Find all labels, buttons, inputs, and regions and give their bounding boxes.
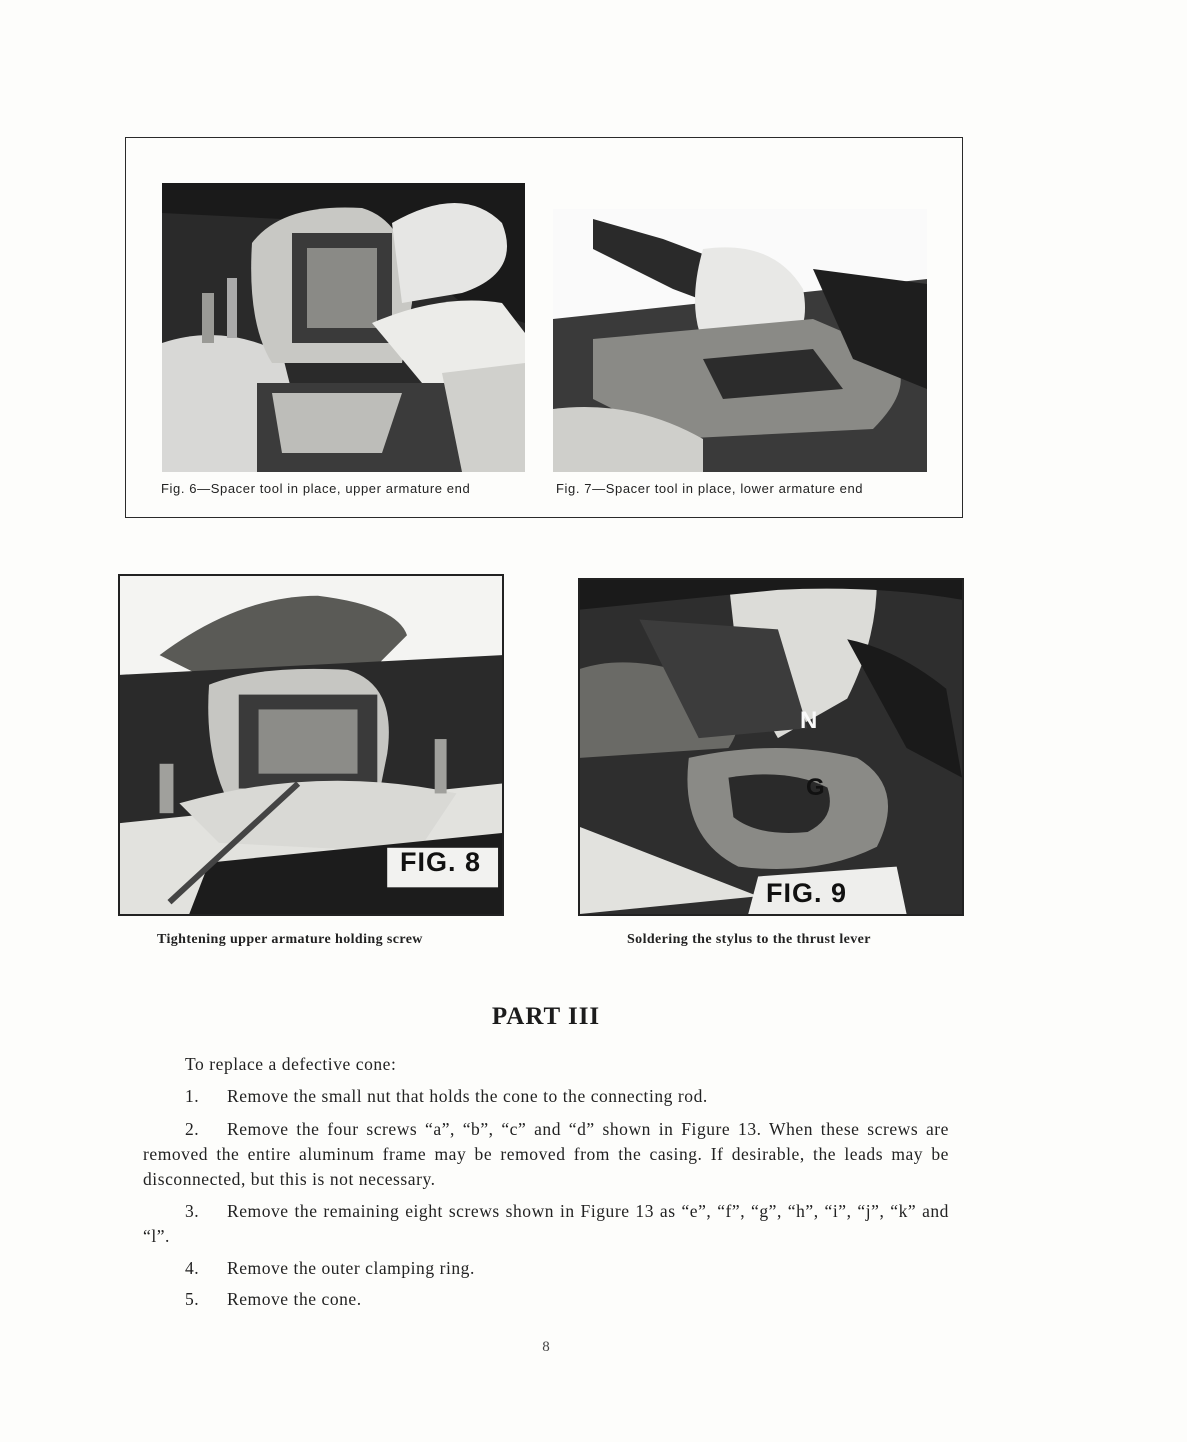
- fig9-caption: Soldering the stylus to the thrust lever: [627, 932, 871, 947]
- fig8-label: FIG. 8: [400, 847, 482, 877]
- step-2: [143, 1117, 949, 1192]
- step-3: [143, 1199, 949, 1249]
- fig6-caption: Fig. 6—Spacer tool in place, upper armature end: [161, 481, 471, 496]
- step-5: [143, 1287, 949, 1312]
- step-number: 1.: [185, 1086, 200, 1106]
- fig7-photo: [553, 209, 927, 472]
- step-text: Remove the remaining eight screws shown in Figure 13 as “e”, “f”, “g”, “h”, “i”, “j”, “k” and “l”.: [143, 1201, 949, 1246]
- step-text: Remove the outer clamping ring.: [227, 1258, 475, 1278]
- step-number: 2.: [185, 1119, 200, 1139]
- section-heading: PART III: [491, 1003, 601, 1030]
- fig7-caption: Fig. 7—Spacer tool in place, lower armature end: [556, 481, 864, 496]
- page-number: 8: [542, 1339, 550, 1355]
- fig9-label: FIG. 9: [766, 878, 848, 908]
- fig8-caption: Tightening upper armature holding screw: [157, 932, 423, 947]
- step-text: Remove the four screws “a”, “b”, “c” and “d” shown in Figure 13. When these screws are removed the entire aluminum frame may be removed from the casing. If desirable, the leads may be disconnected, but this is not necessary.: [143, 1119, 949, 1189]
- fig9-mark-n: N: [800, 707, 818, 734]
- fig9-mark-g: G: [806, 774, 825, 801]
- fig6-photo: [162, 183, 525, 472]
- intro-text: To replace a defective cone:: [185, 1054, 397, 1074]
- step-4: [143, 1256, 949, 1281]
- step-number: 3.: [185, 1201, 200, 1221]
- step-1: [143, 1084, 949, 1109]
- fig9-photo: [578, 578, 964, 916]
- step-number: 5.: [185, 1289, 200, 1309]
- step-text: Remove the cone.: [227, 1289, 362, 1309]
- step-text: Remove the small nut that holds the cone to the connecting rod.: [227, 1086, 708, 1106]
- step-number: 4.: [185, 1258, 200, 1278]
